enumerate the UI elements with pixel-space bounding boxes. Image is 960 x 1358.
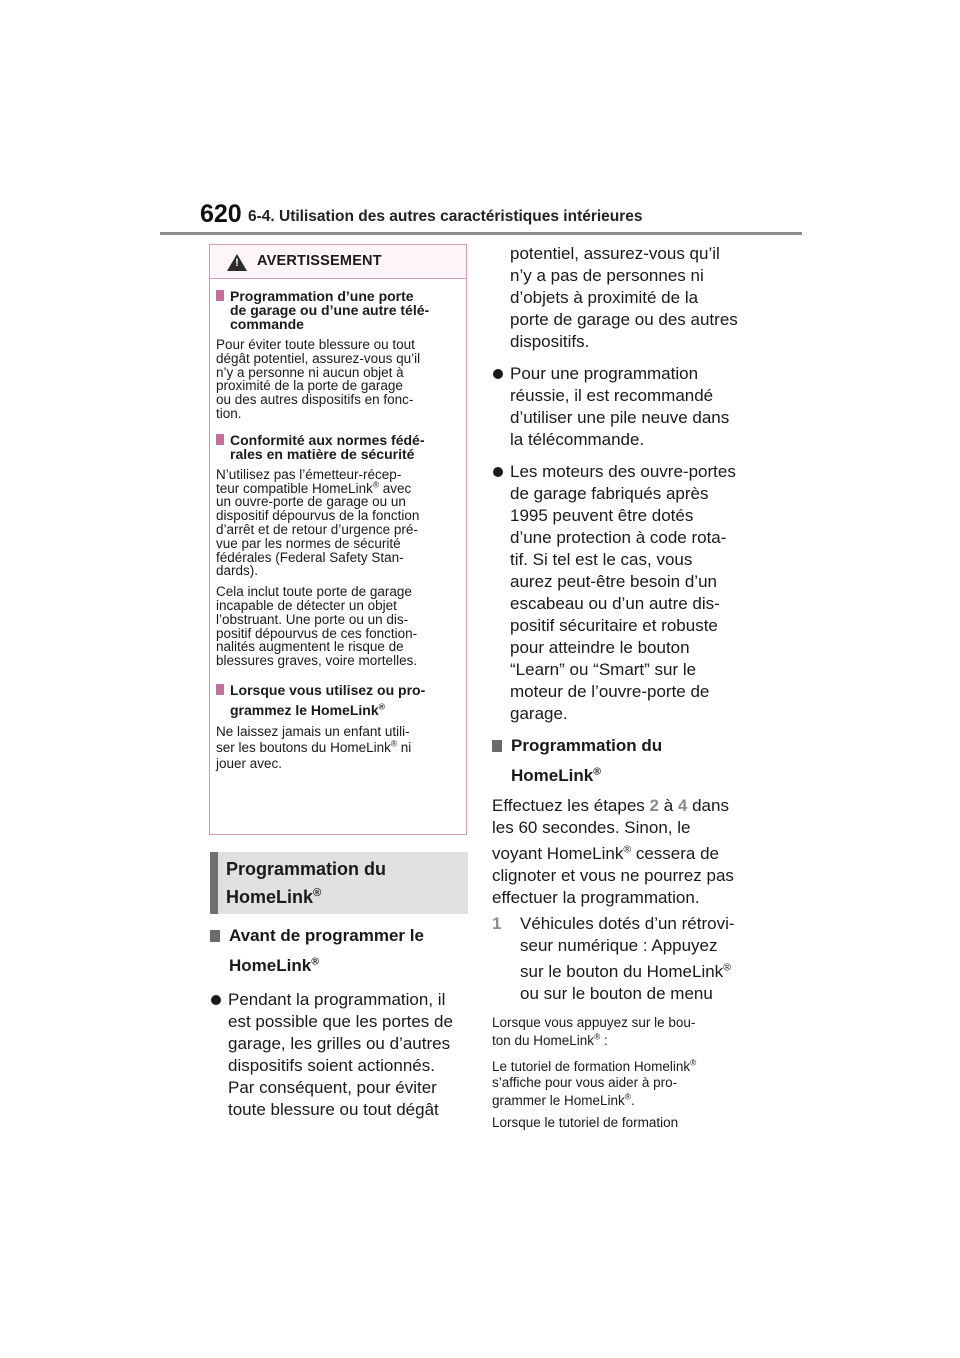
registered-mark: ® xyxy=(690,1057,697,1068)
text-line: s’affiche pour vous aider à pro- xyxy=(492,1075,678,1090)
text-line: effectuer la programmation. xyxy=(492,888,700,907)
text-run: avec xyxy=(379,480,412,496)
text-line: rales en matière de sécurité xyxy=(230,445,415,462)
text-line: d’utiliser une pile neuve dans xyxy=(510,408,730,427)
text-run: grammer le HomeLink xyxy=(492,1093,625,1108)
text-line: tif. Si tel est le cas, vous xyxy=(510,550,693,569)
warning-body xyxy=(210,279,466,772)
text-line: blessures graves, voire mortelles. xyxy=(216,653,418,669)
text-line: Avant de programmer le xyxy=(229,926,424,945)
text-run: grammez le HomeLink xyxy=(230,701,379,718)
text-line: Pendant la programmation, il xyxy=(228,990,446,1009)
text-line: moteur de l’ouvre-porte de xyxy=(510,682,710,701)
text-line: positif dépourvus de ces fonction- xyxy=(216,625,418,641)
text-line xyxy=(492,843,754,865)
step-reference: 2 xyxy=(649,796,659,815)
text-line xyxy=(520,961,754,983)
text-line: n’y a personne ni aucun objet à xyxy=(216,364,404,380)
square-bullet-icon xyxy=(210,930,220,942)
text-line xyxy=(492,1033,754,1049)
text-line: toute blessure ou tout dégât xyxy=(228,1100,439,1119)
step-reference: 4 xyxy=(677,796,688,815)
bullet-continuation xyxy=(492,243,754,353)
text-line: Conformité aux normes fédé- xyxy=(230,431,425,448)
registered-mark: ® xyxy=(372,479,379,490)
text-line: est possible que les portes de xyxy=(228,1012,453,1031)
text-line: ou des autres dispositifs en fonc- xyxy=(216,392,414,408)
warning-paragraph xyxy=(216,468,458,578)
page-header xyxy=(160,200,802,236)
text-line: dispositifs. xyxy=(510,332,590,351)
registered-mark: ® xyxy=(594,1031,601,1042)
bullet-item xyxy=(210,989,470,1121)
text-line: de garage fabriqués après xyxy=(510,484,709,503)
registered-mark: ® xyxy=(313,887,322,899)
text-line: garage, les grilles ou d’autres xyxy=(228,1034,451,1053)
warning-subheading xyxy=(216,433,458,461)
text-line xyxy=(230,700,458,720)
text-run: sur le bouton du HomeLink xyxy=(520,962,724,981)
warning-paragraph xyxy=(216,724,458,772)
bullet-item xyxy=(492,461,754,725)
note-paragraph xyxy=(492,1115,754,1131)
warning-subheading xyxy=(216,680,458,720)
text-line xyxy=(216,479,458,496)
text-line: de garage ou d’une autre télé- xyxy=(230,302,430,318)
warning-box xyxy=(209,244,467,835)
registered-mark: ® xyxy=(623,843,632,856)
text-run: : xyxy=(600,1033,608,1048)
text-line: commande xyxy=(230,316,304,332)
text-line: d’objets à proximité de la xyxy=(510,288,699,307)
text-line: positif sécuritaire et robuste xyxy=(510,616,718,635)
text-line: nalités augmentent le risque de xyxy=(216,639,404,655)
text-line: dispositif dépourvus de la fonction xyxy=(216,508,420,524)
subheading xyxy=(210,923,470,979)
step-item xyxy=(492,913,754,1005)
text-line xyxy=(492,1059,754,1075)
text-line xyxy=(492,1093,754,1109)
text-line: pour atteindre le bouton xyxy=(510,638,690,657)
text-line: vue par les normes de sécurité xyxy=(216,535,401,551)
text-line: la télécommande. xyxy=(510,430,645,449)
text-line: dispositifs soient actionnés. xyxy=(228,1056,435,1075)
chapter-title: 6-4. Utilisation des autres caractéristiques intérieures xyxy=(248,208,643,225)
text-line: Lorsque le tutoriel de formation xyxy=(492,1115,679,1130)
text-line: porte de garage ou des autres xyxy=(510,310,738,329)
text-line: potentiel, assurez-vous qu’il xyxy=(510,244,720,263)
text-line: proximité de la porte de garage xyxy=(216,378,403,394)
registered-mark: ® xyxy=(378,701,385,712)
text-line: Lorsque vous appuyez sur le bou- xyxy=(492,1015,696,1030)
right-column xyxy=(492,243,754,1131)
text-line: réussie, il est recommandé xyxy=(510,386,714,405)
text-line: N’utilisez pas l’émetteur-récep- xyxy=(216,466,402,482)
text-line: garage. xyxy=(510,704,568,723)
bullet-item xyxy=(492,363,754,451)
text-line: jouer avec. xyxy=(216,755,283,771)
warning-paragraph xyxy=(216,338,458,421)
text-line: ou sur le bouton de menu xyxy=(520,984,713,1003)
warning-title: AVERTISSEMENT xyxy=(257,253,382,269)
text-run: dans xyxy=(687,796,729,815)
warning-exclamation-mark: ! xyxy=(235,257,239,269)
text-line: dards). xyxy=(216,563,259,579)
text-run: Effectuez les étapes xyxy=(492,796,650,815)
text-line: fédérales (Federal Safety Stan- xyxy=(216,549,404,565)
text-line: clignoter et vous ne pourrez pas xyxy=(492,866,734,885)
text-run: ni xyxy=(397,739,412,755)
text-line xyxy=(229,953,470,979)
text-run: HomeLink xyxy=(226,887,314,907)
text-line: l’obstruant. Une porte ou un dis- xyxy=(216,611,409,627)
text-line: tion. xyxy=(216,405,242,421)
section-heading xyxy=(210,852,468,914)
registered-mark: ® xyxy=(593,765,601,778)
square-bullet-icon xyxy=(216,684,224,695)
warning-paragraph xyxy=(216,585,458,668)
text-line: 1995 peuvent être dotés xyxy=(510,506,694,525)
text-run: voyant HomeLink xyxy=(492,844,624,863)
text-line: aurez peut-être besoin d’un xyxy=(510,572,717,591)
text-line: Programmation du xyxy=(226,859,387,879)
note-paragraph xyxy=(492,1015,754,1049)
paragraph xyxy=(492,795,754,909)
registered-mark: ® xyxy=(624,1091,631,1102)
text-line xyxy=(511,763,754,789)
text-line: incapable de détecter un objet xyxy=(216,597,397,613)
text-line: d’arrêt et de retour d’urgence pré- xyxy=(216,521,418,537)
text-line: Pour éviter toute blessure ou tout xyxy=(216,337,415,352)
text-run: HomeLink xyxy=(511,766,594,785)
text-line: escabeau ou d’un autre dis- xyxy=(510,594,720,613)
text-line xyxy=(216,740,458,756)
text-line xyxy=(226,883,468,911)
text-line: Programmation du xyxy=(511,736,663,755)
text-run: ser les boutons du HomeLink xyxy=(216,739,391,755)
square-bullet-icon xyxy=(216,434,224,445)
text-line: Les moteurs des ouvre-portes xyxy=(510,462,736,481)
text-run: à xyxy=(658,796,678,815)
text-line: Lorsque vous utilisez ou pro- xyxy=(230,681,426,698)
square-bullet-icon xyxy=(216,290,224,301)
text-line: dégât potentiel, assurez-vous qu’il xyxy=(216,350,421,366)
text-line xyxy=(492,795,754,817)
text-line: un ouvre-porte de garage ou un xyxy=(216,494,406,510)
text-run: cessera de xyxy=(631,844,719,863)
text-line: Véhicules dotés d’un rétrovi- xyxy=(520,914,735,933)
text-line: Cela inclut toute porte de garage xyxy=(216,584,412,600)
header-rule xyxy=(160,232,802,235)
square-bullet-icon xyxy=(492,740,502,752)
text-run: teur compatible HomeLink xyxy=(216,480,373,496)
warning-header xyxy=(210,245,466,279)
page-number: 620 xyxy=(200,200,242,228)
note-paragraph xyxy=(492,1059,754,1109)
text-line: Programmation d’une porte xyxy=(230,288,414,304)
warning-subheading xyxy=(216,289,458,331)
step-number: 1 xyxy=(492,914,502,933)
text-line: “Learn” ou “Smart” sur le xyxy=(510,660,697,679)
text-run: HomeLink xyxy=(229,956,312,975)
text-line: Par conséquent, pour éviter xyxy=(228,1078,437,1097)
text-line: les 60 secondes. Sinon, le xyxy=(492,818,691,837)
text-run: ton du HomeLink xyxy=(492,1033,595,1048)
text-line: Ne laissez jamais un enfant utili- xyxy=(216,723,410,739)
text-line: d’une protection à code rota- xyxy=(510,528,727,547)
text-line: n’y a pas de personnes ni xyxy=(510,266,704,285)
registered-mark: ® xyxy=(390,738,398,749)
text-run: Le tutoriel de formation Homelink xyxy=(492,1059,691,1074)
subheading xyxy=(492,733,754,789)
registered-mark: ® xyxy=(311,955,319,968)
text-line: seur numérique : Appuyez xyxy=(520,936,718,955)
registered-mark: ® xyxy=(723,961,731,974)
text-run: . xyxy=(630,1093,635,1108)
text-line: Pour une programmation xyxy=(510,364,699,383)
left-column xyxy=(210,919,470,1121)
